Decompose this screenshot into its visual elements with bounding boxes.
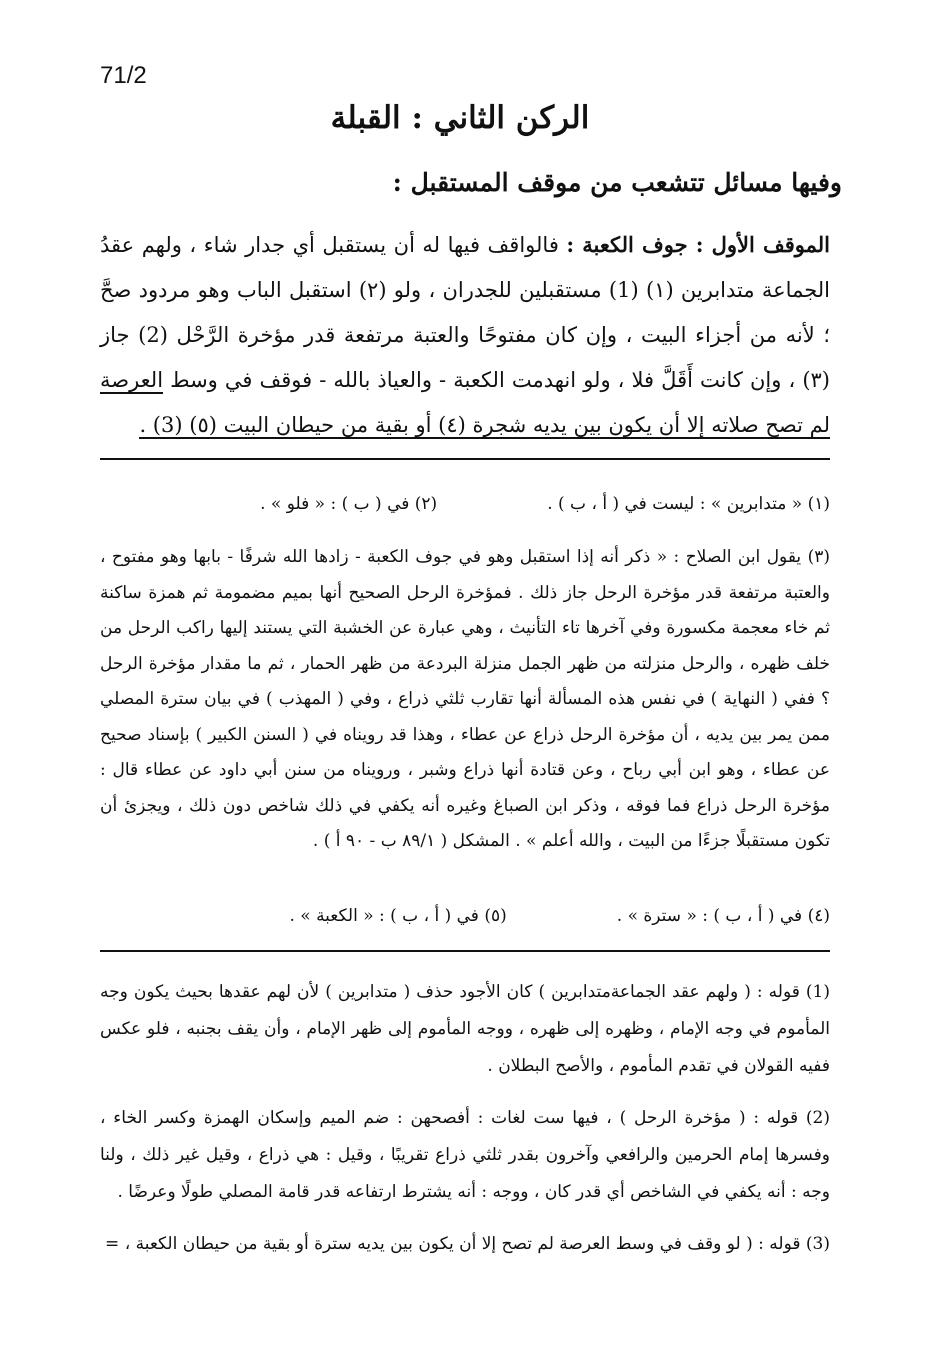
footnote-1: (١) « متدابرين » : ليست في ( أ ، ب ) . (547, 494, 830, 514)
commentary-note-3: (3) قوله : ( لو وقف في وسط العرصة لم تصح إلا أن يكون بين يديه سترة أو بقية من حيطان الكعبة ، = (105, 1234, 830, 1254)
footnote-3: (٣) يقول ابن الصلاح : « ذكر أنه إذا استقبل وهو في جوف الكعبة - زادها الله شرفًا - بابها وهو مفتوح ، والعتبة مرتفعة قدر مؤخرة الرحل جاز ذلك . فمؤخرة الرحل الصحيح أنها بميم مضمومة ثم همزة ساكنة ثم خاء معجمة مكسورة وفي آخرها تاء التأنيث ، وهي عبارة عن الخشبة التي يستند إليها راكب الرحل من خلف ظهره ، والرحل منزلته من ظهر الجمل منزلة البردعة من ظهر الحمار ، ثم ما مقدار مؤخرة الرحل ؟ ففي ( النهاية ) في نفس هذه المسألة أنها تقارب ثلثي ذراع ، وفي ( المهذب ) في بيان سترة المصلي ممن يمر بين يديه ، أن مؤخرة الرحل ذراع عن عطاء ، وهذا قد رويناه في ( السنن الكبير ) بإسناد صحيح عن عطاء ، وهو ابن أبي رباح ، وعن قتادة أنها ذراع وشبر ، ورويناه من سنن أبي داود عن عطاء قال : مؤخرة الرحل ذراع فما فوقه ، وذكر ابن الصباغ وغيره أنه يكفي في ذلك شاخص دون ذلك ، ويجزئ أن تكون مستقبلًا جزءًا من البيت ، والله أعلم » . المشكل ( ٨٩/١ ب - ٩٠ أ ) . (100, 547, 830, 851)
paragraph-lead: الموقف الأول : جوف الكعبة : (566, 232, 830, 257)
section-subheading: وفيها مسائل تتشعب من موقف المستقبل : (392, 168, 842, 197)
paragraph-body: فالواقف فيها له أن يستقبل أي جدار شاء ، ولهم عقدُ الجماعة متدابرين (١) (1) مستقبلين للجدران ، ولو (٢) استقبل الباب وهو مردود صحَّ ؛ لأنه من أجزاء البيت ، وإن كان مفتوحًا والعتبة مرتفعة قدر مؤخرة الرَّحْل (2) جاز (٣) ، وإن كانت أَقَلَّ فلا ، ولو انهدمت الكعبة - والعياذ بالله - فوقف في وسط (100, 233, 830, 392)
footnote-row-1-2 (100, 494, 830, 514)
main-paragraph (100, 222, 830, 448)
footnote-row-4-5 (100, 906, 830, 926)
page-number: 71/2 (100, 62, 147, 89)
footnote-4: (٤) في ( أ ، ب ) : « سترة » . (616, 906, 830, 926)
section-heading: الركن الثاني : القبلة (330, 100, 590, 136)
footnote-divider (100, 458, 830, 460)
commentary-note-2: (2) قوله : ( مؤخرة الرحل ) ، فيها ست لغات : أفصحهن : ضم الميم وإسكان الهمزة وكسر الخاء ، وفسرها إمام الحرمين والرافعي وآخرون بقدر ثلثي ذراع تقريبًا ، وقيل : هي ذراع ، وقيل غير ذلك ، ولنا وجه : أنه يكفي في الشاخص أي قدر كان ، ووجه : أنه يشترط ارتفاعه قدر قامة المصلي طولًا وعرضًا . (100, 1108, 830, 1202)
paragraph-underlined-text: العرصة لم تصح صلاته إلا أن يكون بين يديه شجرة (٤) أو بقية من حيطان البيت (٥) (3) . (100, 368, 830, 437)
footnote-5: (٥) في ( أ ، ب ) : « الكعبة » . (289, 906, 507, 926)
commentary-divider (100, 950, 830, 952)
footnote-2: (٢) في ( ب ) : « فلو » . (260, 494, 438, 514)
commentary-note-1: (1) قوله : ( ولهم عقد الجماعةمتدابرين ) كان الأجود حذف ( متدابرين ) لأن لهم عقدها بحيث يكون وجه المأموم في وجه الإمام ، وظهره إلى ظهره ، ووجه المأموم إلى ظهر الإمام ، وأن يقف بجنبه ، فلو عكس ففيه القولان في تقدم المأموم ، والأصح البطلان . (100, 982, 830, 1076)
